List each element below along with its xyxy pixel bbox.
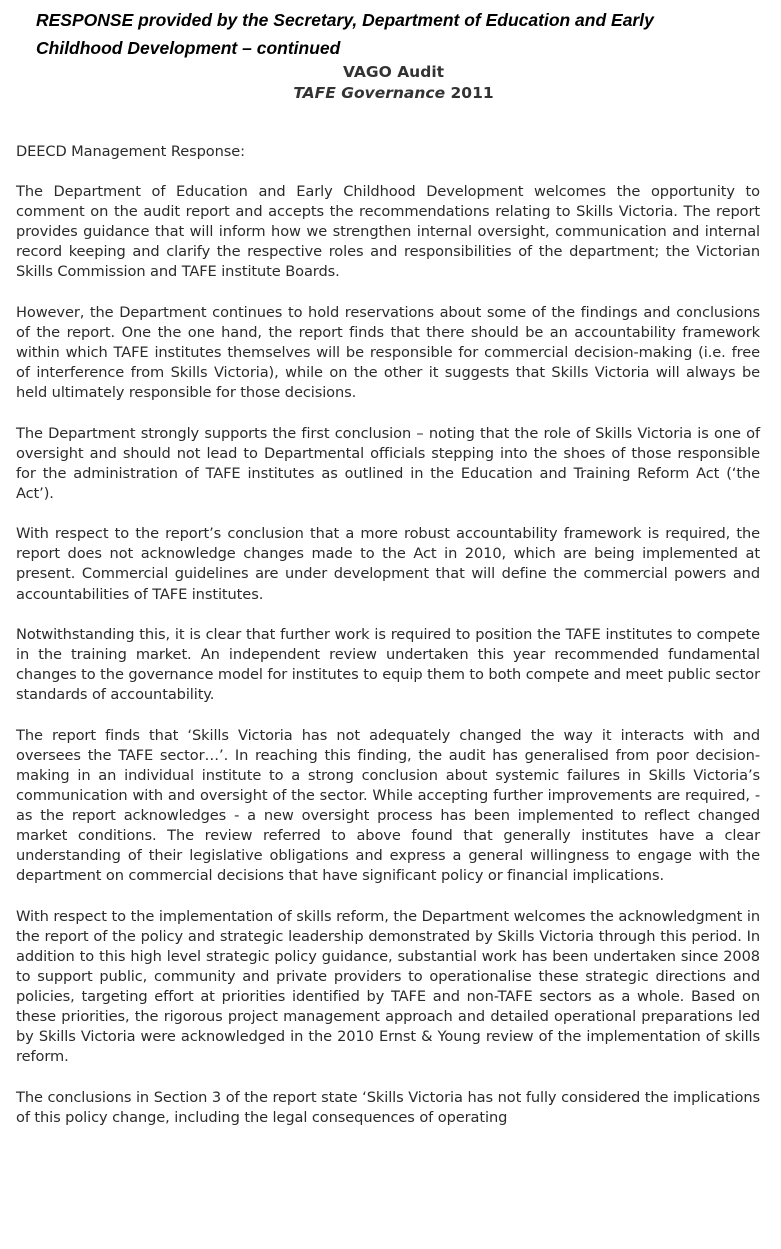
- paragraph-8: The conclusions in Section 3 of the report state ‘Skills Victoria has not fully considered the implications of this policy change, including the legal consequences of operating: [16, 1088, 760, 1126]
- response-body: [16, 142, 760, 1148]
- paragraph-7: With respect to the implementation of skills reform, the Department welcomes the acknowledgment in the report of the policy and strategic leadership demonstrated by Skills Victoria through this period. In addition to this high level strategic policy guidance, substantial work has been undertaken since 2008 to support public, community and private providers to operationalise these strategic directions and policies, targeting effort at priorities identified by TAFE and non-TAFE sectors as a whole. Based on these priorities, the rigorous project management approach and detailed operational preparations led by Skills Victoria were acknowledged in the 2010 Ernst & Young review of the implementation of skills reform.: [16, 907, 760, 1066]
- audit-title-block: [0, 62, 781, 104]
- header-line-2: Childhood Development – continued: [36, 38, 341, 58]
- paragraph-1: The Department of Education and Early Childhood Development welcomes the opportunity to comment on the audit report and accepts the recommendations relating to Skills Victoria. The report provides guidance that will inform how we strengthen internal oversight, communication and internal record keeping and clarify the respective roles and responsibilities of the department; the Victorian Skills Commission and TAFE institute Boards.: [16, 183, 760, 281]
- paragraph-2: However, the Department continues to hold reservations about some of the findings and conclusions of the report. One the one hand, the report finds that there should be an accountability framework within which TAFE institutes themselves will be responsible for commercial decision-making (i.e. free of interference from Skills Victoria), while on the other it suggests that Skills Victoria will always be held ultimately responsible for those decisions.: [16, 303, 760, 402]
- response-header: [36, 6, 756, 62]
- management-response-label: DEECD Management Response:: [16, 143, 245, 160]
- paragraph-5: Notwithstanding this, it is clear that further work is required to position the TAFE institutes to compete in the training market. An independent review undertaken this year recommended fundamental changes to the governance model for institutes to equip them to both compete and meet public sector standards of accountability.: [16, 625, 760, 704]
- audit-subtitle-year: 2011: [445, 84, 494, 102]
- audit-subtitle: [0, 83, 781, 104]
- paragraph-3: The Department strongly supports the first conclusion – noting that the role of Skills Victoria is one of oversight and should not lead to Departmental officials stepping into the shoes of those responsible for the administration of TAFE institutes as outlined in the Education and Training Reform Act (‘the Act’).: [16, 424, 760, 502]
- paragraph-4: With respect to the report’s conclusion that a more robust accountability framework is required, the report does not acknowledge changes made to the Act in 2010, which are being implemented at present. Commercial guidelines are under development that will define the commercial powers and accountabilities of TAFE institutes.: [16, 525, 760, 603]
- audit-title: VAGO Audit: [342, 63, 445, 81]
- audit-subtitle-name: TAFE Governance: [293, 84, 446, 102]
- header-line-1: RESPONSE provided by the Secretary, Department of Education and Early: [36, 10, 654, 30]
- paragraph-6: The report finds that ‘Skills Victoria has not adequately changed the way it interacts with and oversees the TAFE sector…’. In reaching this finding, the audit has generalised from poor decision-making in an individual institute to a strong conclusion about systemic failures in Skills Victoria’s communication with and oversight of the sector. While accepting further improvements are required, - as the report acknowledges - a new oversight process has been implemented to reflect changed market conditions. The review referred to above found that generally institutes have a clear understanding of their legislative obligations and express a general willingness to engage with the department on commercial decisions that have significant policy or financial implications.: [16, 726, 760, 885]
